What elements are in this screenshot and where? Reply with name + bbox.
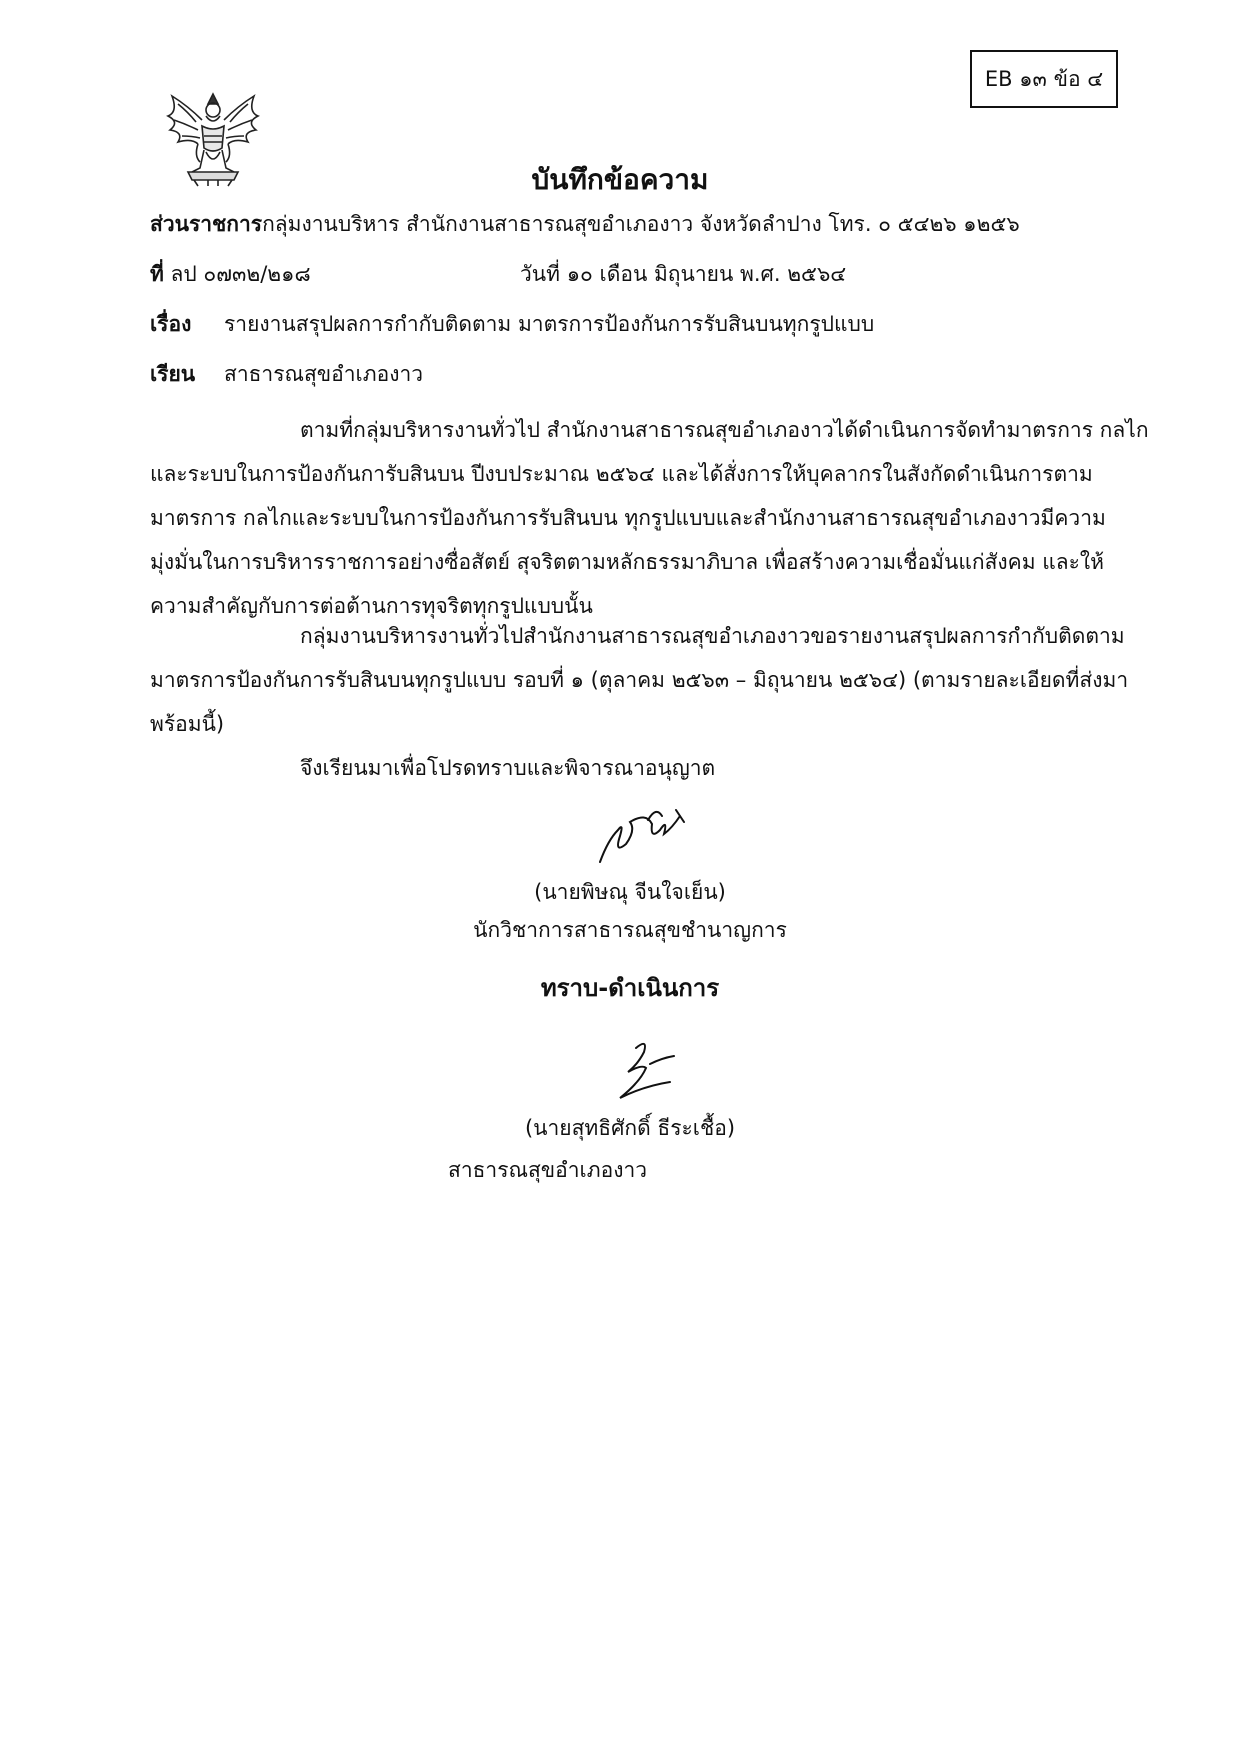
subject-label: เรื่อง <box>150 312 192 336</box>
closing-line: จึงเรียนมาเพื่อโปรดทราบและพิจารณาอนุญาต <box>300 756 716 780</box>
to-label: เรียน <box>150 362 196 386</box>
agency-label: ส่วนราชการ <box>150 212 263 236</box>
reference-label: ที่ <box>150 262 164 286</box>
signature-2-image <box>600 1034 690 1106</box>
agency-row <box>150 208 1020 241</box>
paragraph-line: มาตรการป้องกันการรับสินบนทุกรูปแบบ รอบที่ ๑ (ตุลาคม ๒๕๖๓ – มิถุนายน ๒๕๖๔) (ตามรายละเอียดที่ส่งมา <box>150 668 1129 692</box>
body-paragraph-1 <box>150 408 1149 628</box>
acknowledge-note: ทราบ-ดำเนินการ <box>540 974 720 1002</box>
paragraph-line: มุ่งมั่นในการบริหารราชการอย่างซื่อสัตย์ สุจริตตามหลักธรรมาภิบาล เพื่อสร้างความเชื่อมั่นแก่สังคม และให้ <box>150 550 1105 574</box>
signature-1-image <box>590 800 700 870</box>
signer-2-name: (นายสุทธิศักดิ์ ธีระเชื้อ) <box>524 1116 736 1140</box>
reference-value: ลป ๐๗๓๒/๒๑๘ <box>170 262 311 286</box>
memo-title: บันทึกข้อความ <box>531 163 709 196</box>
signer-1-name: (นายพิษณุ จีนใจเย็น) <box>534 880 726 904</box>
date-label: วันที่ <box>520 262 560 286</box>
paragraph-line: มาตรการ กลไกและระบบในการป้องกันการรับสินบน ทุกรูปแบบและสำนักงานสาธารณสุขอำเภองาวมีความ <box>150 506 1106 530</box>
paragraph-line: พร้อมนี้) <box>150 712 225 736</box>
paragraph-line: กลุ่มงานบริหารงานทั่วไปสำนักงานสาธารณสุขอำเภองาวขอรายงานสรุปผลการกำกับติดตาม <box>300 624 1125 648</box>
signer-1-position: นักวิชาการสาธารณสุขชำนาญการ <box>473 918 787 942</box>
date-row <box>520 258 846 291</box>
subject-row <box>150 308 191 341</box>
reference-row <box>150 258 311 291</box>
to-value: สาธารณสุขอำเภองาว <box>224 362 424 386</box>
body-paragraph-2 <box>150 614 1135 746</box>
paragraph-line: ความสำคัญกับการต่อต้านการทุจริตทุกรูปแบบนั้น <box>150 594 593 618</box>
date-value: ๑๐ เดือน มิถุนายน พ.ศ. ๒๕๖๔ <box>566 262 847 286</box>
subject-value: รายงานสรุปผลการกำกับติดตาม มาตรการป้องกันการรับสินบนทุกรูปแบบ <box>224 312 875 336</box>
paragraph-line: และระบบในการป้องกันการับสินบน ปีงบประมาณ ๒๕๖๔ และได้สั่งการให้บุคลากรในสังกัดดำเนินการตาม <box>150 462 1093 486</box>
document-code: EB ๑๓ ข้อ ๔ <box>984 66 1104 91</box>
to-row <box>150 358 195 391</box>
agency-value: กลุ่มงานบริหาร สำนักงานสาธารณสุขอำเภองาว จังหวัดลำปาง โทร. ๐ ๕๔๒๖ ๑๒๕๖ <box>262 212 1020 236</box>
document-code-box <box>970 50 1118 108</box>
paragraph-line: ตามที่กลุ่มบริหารงานทั่วไป สำนักงานสาธารณสุขอำเภองาวได้ดำเนินการจัดทำมาตรการ กลไก <box>300 418 1149 442</box>
signer-2-position: สาธารณสุขอำเภองาว <box>448 1158 648 1182</box>
